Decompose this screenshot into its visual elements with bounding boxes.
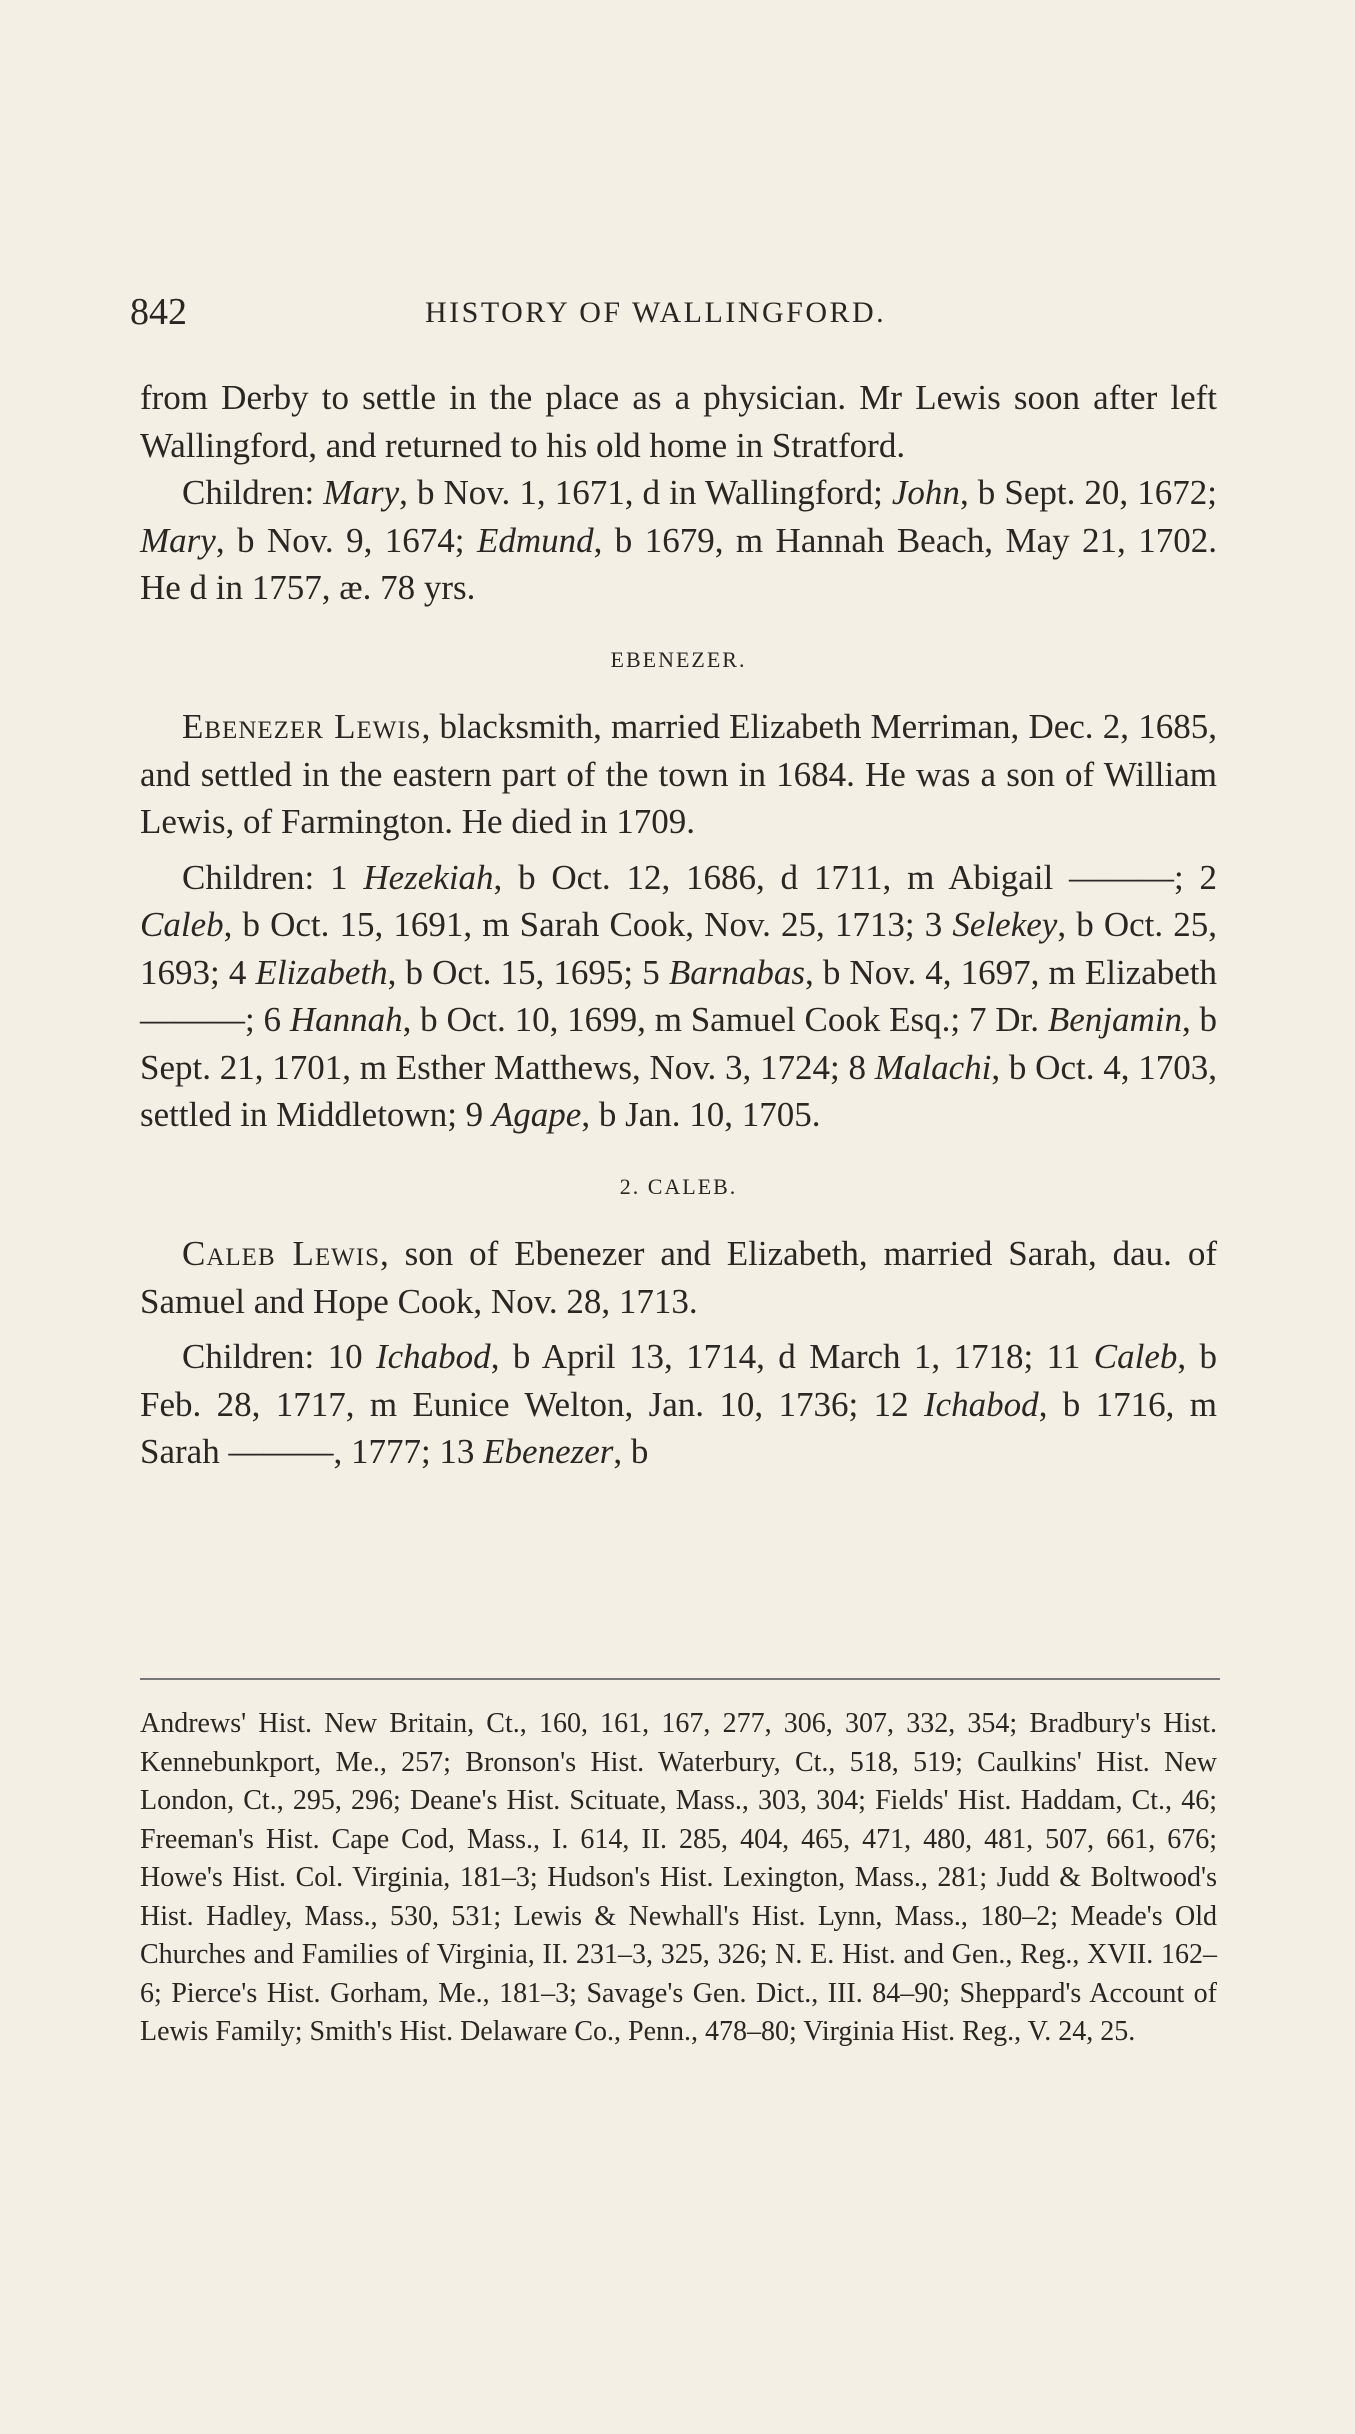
paragraph-children-1 xyxy=(140,469,1217,612)
child-name: Ichabod xyxy=(375,1337,491,1376)
child-name: Agape xyxy=(491,1095,582,1134)
text-run: , b Feb. 28, 1717, m Eunice Welton, Jan. 10, 1736; 12 xyxy=(140,1337,1218,1424)
person-name: Ebenezer Lewis xyxy=(182,707,422,746)
text-run: , b April 13, 1714, d March 1, 1718; 11 xyxy=(490,1337,1094,1376)
child-name: Barnabas xyxy=(668,952,805,992)
paragraph-caleb xyxy=(140,1230,1217,1325)
text-run: , b Nov. 9, 1674; xyxy=(215,520,477,560)
text-run: , b Oct. 25, 1693; 4 xyxy=(140,905,1217,992)
text-run: , b Sept. 21, 1701, m Esther Matthews, Nov. 3, 1724; 8 xyxy=(140,1000,1218,1087)
text-run: Children: 10 xyxy=(182,1337,376,1376)
section-heading-caleb: 2. CALEB. xyxy=(619,1173,738,1199)
child-name: Ichabod xyxy=(923,1384,1039,1424)
child-name: Mary xyxy=(140,520,216,560)
text-run: , b Oct. 15, 1695; 5 xyxy=(387,952,669,992)
child-name: Malachi xyxy=(874,1047,992,1087)
page-number: 842 xyxy=(130,291,187,333)
child-name: Mary xyxy=(323,473,400,512)
paragraph-intro: from Derby to settle in the place as a physician. Mr Lewis soon after left Wallingford, and returned to his old home in Stratford. xyxy=(140,378,1217,465)
child-name: John xyxy=(891,473,960,512)
child-name: Edmund xyxy=(476,520,594,560)
paragraph-children-2 xyxy=(140,854,1217,1139)
text-run: , b Jan. 10, 1705. xyxy=(581,1095,821,1134)
footnote-divider xyxy=(140,1678,1220,1680)
text-run: , b Nov. 1, 1671, d in Wallingford; xyxy=(399,473,892,512)
text-run: , son of Ebenezer and Elizabeth, married Sarah, dau. of Samuel and Hope Cook, Nov. 28, 1713. xyxy=(140,1234,1217,1321)
child-name: Caleb xyxy=(1093,1337,1178,1376)
child-name: Hannah xyxy=(289,1000,403,1039)
section-heading-ebenezer: EBENEZER. xyxy=(610,646,747,672)
text-run: Children: xyxy=(182,473,324,512)
child-name: Ebenezer xyxy=(483,1432,614,1471)
running-title: HISTORY OF WALLINGFORD. xyxy=(425,296,887,329)
text-run: , b Oct. 15, 1691, m Sarah Cook, Nov. 25, 1713; 3 xyxy=(223,905,953,944)
text-run: , blacksmith, married Elizabeth Merriman, Dec. 2, 1685, and settled in the eastern part of the town in 1684. He was a son of William Lewis, of Farmington. He died in 1709. xyxy=(140,707,1218,841)
child-name: Elizabeth xyxy=(255,952,388,992)
paragraph-ebenezer xyxy=(140,703,1217,846)
text-run: , b 1716, m Sarah ———, 1777; 13 xyxy=(140,1384,1217,1471)
text-run: , b Sept. 20, 1672; xyxy=(959,473,1217,512)
text-run: , b xyxy=(613,1432,649,1471)
paragraph-children-3 xyxy=(140,1333,1217,1476)
text-run: Children: 1 xyxy=(182,857,364,897)
person-name: Caleb Lewis xyxy=(182,1234,380,1273)
text-run: , b Oct. 12, 1686, d 1711, m Abigail ———; 2 xyxy=(493,857,1217,897)
text-run: , b 1679, m Hannah Beach, May 21, 1702. He d in 1757, æ. 78 yrs. xyxy=(140,520,1217,607)
main-text xyxy=(140,374,1217,1476)
text-run: , b Oct. 4, 1703, settled in Middletown; 9 xyxy=(140,1047,1217,1134)
child-name: Hezekiah xyxy=(363,857,494,897)
child-name: Selekey xyxy=(952,905,1058,944)
page-header xyxy=(130,290,1220,350)
text-run: , b Oct. 10, 1699, m Samuel Cook Esq.; 7 Dr. xyxy=(402,1000,1048,1039)
child-name: Caleb xyxy=(140,905,224,944)
footnote-references: Andrews' Hist. New Britain, Ct., 160, 161, 167, 277, 306, 307, 332, 354; Bradbury's Hist. Kennebunkport, Me., 257; Bronson's Hist. Waterbury, Ct., 518, 519; Caulkins' Hist. New London, Ct., 295, 296; Deane's Hist. Scituate, Mass., 303, 304; Fields' Hist. Haddam, Ct., 46; Freeman's Hist. Cape Cod, Mass., I. 614, II. 285, 404, 465, 471, 480, 481, 507, 661, 676; Howe's Hist. Col. Virginia, 181–3; Hudson's Hist. Lexington, Mass., 281; Judd & Boltwood's Hist. Hadley, Mass., 530, 531; Lewis & Newhall's Hist. Lynn, Mass., 180–2; Meade's Old Churches and Families of Virginia, II. 231–3, 325, 326; N. E. Hist. and Gen., Reg., XVII. 162–6; Pierce's Hist. Gorham, Me., 181–3; Savage's Gen. Dict., III. 84–90; Sheppard's Account of Lewis Family; Smith's Hist. Delaware Co., Penn., 478–80; Virginia Hist. Reg., V. 24, 25. xyxy=(140,1708,1217,2047)
text-run: , b Nov. 4, 1697, m Elizabeth ———; 6 xyxy=(140,952,1218,1039)
child-name: Benjamin xyxy=(1047,1000,1182,1039)
